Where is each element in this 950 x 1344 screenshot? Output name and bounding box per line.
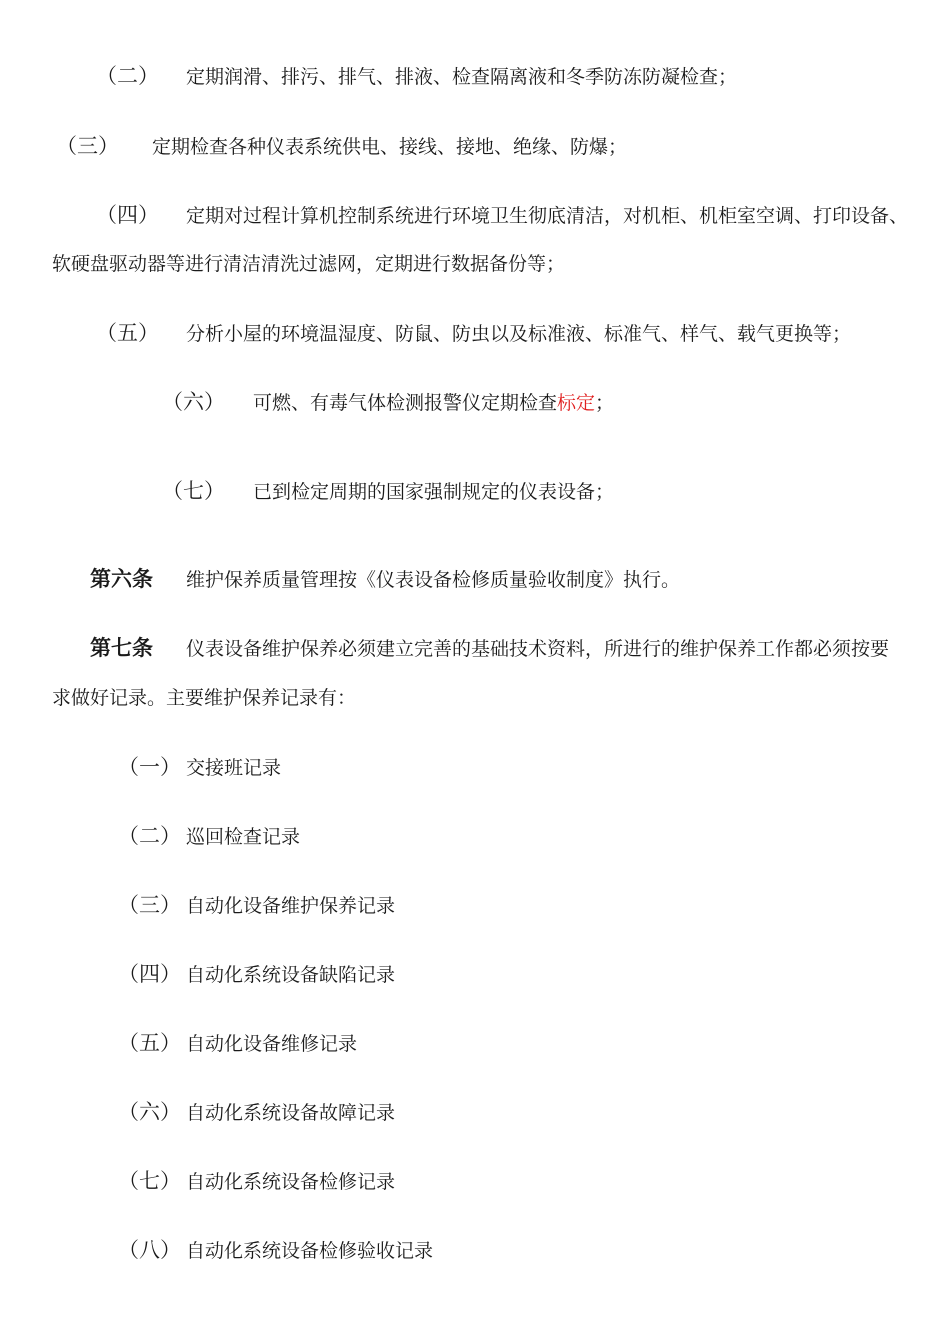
item-text: 定期检查各种仪表系统供电、接线、接地、绝缘、防爆； [152,136,628,158]
record-number: （三） [118,893,181,917]
item-number: （六） [162,390,225,414]
item-text-main: 可燃、有毒气体检测报警仪定期检查 [253,392,558,414]
article-6-label: 第六条 [90,567,153,591]
record-text: 自动化系统设备故障记录 [186,1102,396,1124]
highlighted-text: 标定 [557,392,596,414]
record-text: 自动化设备维修记录 [186,1033,358,1055]
item-number: （五） [96,321,159,345]
item-text: 定期对过程计算机控制系统进行环境卫生彻底清洁，对机柜、机柜室空调、打印设备、 [186,205,909,227]
item-text [253,391,614,415]
record-number: （二） [118,824,181,848]
article-7-continuation: 求做好记录。主要维护保养记录有： [52,687,357,709]
record-text: 自动化设备维护保养记录 [186,895,396,917]
record-number: （五） [118,1031,181,1055]
article-7-label: 第七条 [90,636,153,660]
item-text: 已到检定周期的国家强制规定的仪表设备； [253,481,615,503]
item-text-continuation: 软硬盘驱动器等进行清洁清洗过滤网，定期进行数据备份等； [52,253,566,275]
item-number: （三） [56,134,119,158]
record-number: （七） [118,1169,181,1193]
record-text: 自动化系统设备检修验收记录 [186,1240,434,1262]
item-text-tail: ； [595,392,615,414]
item-text: 定期润滑、排污、排气、排液、检查隔离液和冬季防冻防凝检查； [186,66,738,88]
item-number: （四） [96,203,159,227]
record-number: （六） [118,1100,181,1124]
record-number: （八） [118,1238,181,1262]
item-text: 分析小屋的环境温湿度、防鼠、防虫以及标准液、标准气、样气、载气更换等； [186,323,852,345]
record-text: 自动化系统设备缺陷记录 [186,964,396,986]
record-text: 巡回检查记录 [186,826,301,848]
article-7-text: 仪表设备维护保养必须建立完善的基础技术资料，所进行的维护保养工作都必须按要 [186,638,890,660]
record-text: 交接班记录 [186,757,282,779]
article-6-text: 维护保养质量管理按《仪表设备检修质量验收制度》执行。 [186,569,681,591]
item-number: （七） [162,479,225,503]
record-number: （四） [118,962,181,986]
record-text: 自动化系统设备检修记录 [186,1171,396,1193]
record-number: （一） [118,755,181,779]
item-number: （二） [96,64,159,88]
